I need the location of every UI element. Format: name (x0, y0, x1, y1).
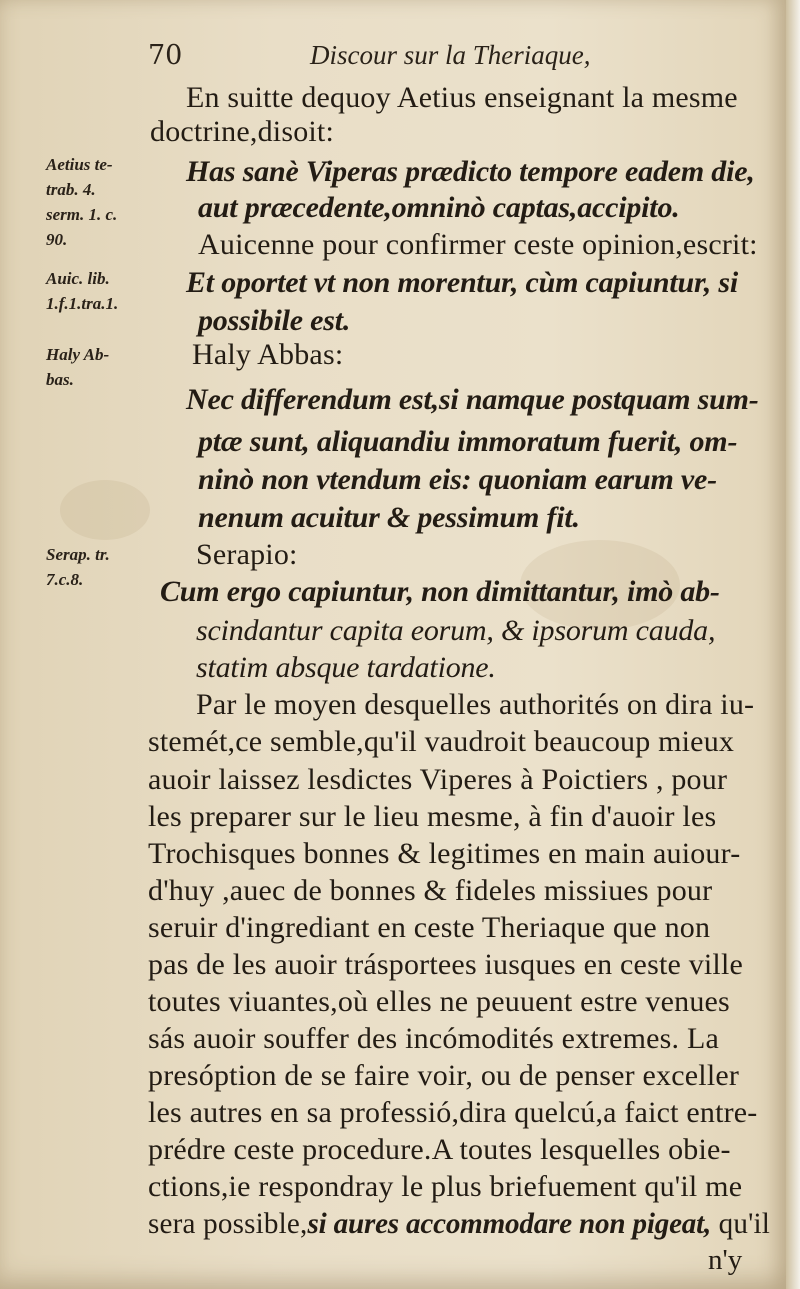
text-span-italic: si aures accommodare non pigeat, (307, 1207, 712, 1240)
text-line: seruir d'ingrediant en ceste Theriaque que non (148, 911, 711, 944)
text-line: Trochisques bonnes & legitimes en main auiour- (148, 837, 741, 870)
text-line: Auicenne pour confirmer ceste opinion,escrit: (198, 228, 758, 261)
text-span: sera possible, (148, 1207, 308, 1240)
text-line: Serapio: (196, 538, 298, 571)
margin-note-haly: Haly Ab- bas. (46, 345, 110, 389)
paper-stain (60, 480, 150, 540)
text-line: presóption de se faire voir, ou de penser exceller (148, 1059, 740, 1092)
text-line: les preparer sur le lieu mesme, à fin d'auoir les (148, 800, 717, 833)
text-line: auoir laissez lesdictes Viperes à Poictiers , pour (148, 763, 728, 796)
margin-note-aetius: Aetius te- trab. 4. serm. 1. c. 90. (46, 155, 118, 249)
text-line: Et oportet vt non morentur, cùm capiuntur, si (186, 266, 738, 299)
text-line: stemét,ce semble,qu'il vaudroit beaucoup mieux (148, 725, 735, 758)
page-number: 70 (148, 40, 183, 71)
text-line: ptæ sunt, aliquandiu immoratum fuerit, om- (198, 425, 738, 458)
text-span: qu'il (711, 1207, 771, 1240)
text-line (148, 1206, 770, 1242)
text-line: ninò non vtendum eis: quoniam earum ve- (198, 463, 717, 496)
text-line: Par le moyen desquelles authorités on dira iu- (196, 688, 755, 721)
text-line: possibile est. (198, 304, 351, 337)
text-line: statim absque tardatione. (196, 651, 496, 684)
text-line: d'huy ,auec de bonnes & fideles missiues pour (148, 874, 713, 907)
running-title: Discour sur la Theriaque, (310, 40, 591, 70)
text-line: toutes viuantes,où elles ne peuuent estre venues (148, 985, 730, 1018)
text-line: sás auoir souffer des incómodités extremes. La (148, 1022, 719, 1055)
text-line: scindantur capita eorum, & ipsorum cauda, (196, 614, 716, 647)
page-header (148, 40, 768, 80)
text-line: doctrine,disoit: (150, 115, 335, 148)
text-line: prédre ceste procedure.A toutes lesquelles obie- (148, 1133, 731, 1166)
text-line: Has sanè Viperas prædicto tempore eadem die, (186, 155, 755, 188)
text-line: Cum ergo capiuntur, non dimittantur, imò ab- (160, 575, 720, 608)
text-line: aut præcedente,omninò captas,accipito. (198, 191, 680, 224)
text-line: ctions,ie respondray le plus briefuement qu'il me (148, 1170, 743, 1203)
page-edge (786, 0, 800, 1289)
text-line: pas de les auoir trásportees iusques en ceste ville (148, 948, 744, 981)
text-line: les autres en sa professió,dira quelcú,a faict entre- (148, 1096, 758, 1129)
text-line: nenum acuitur & pessimum fit. (198, 501, 580, 534)
text-line: Nec differendum est,si namque postquam sum- (186, 383, 759, 416)
text-line: En suitte dequoy Aetius enseignant la mesme (186, 81, 738, 114)
margin-note-auicenne: Auic. lib. 1.f.1.tra.1. (46, 269, 119, 313)
catchword: n'y (708, 1244, 743, 1276)
text-line: Haly Abbas: (192, 338, 344, 371)
margin-note-serapio: Serap. tr. 7.c.8. (46, 545, 110, 589)
